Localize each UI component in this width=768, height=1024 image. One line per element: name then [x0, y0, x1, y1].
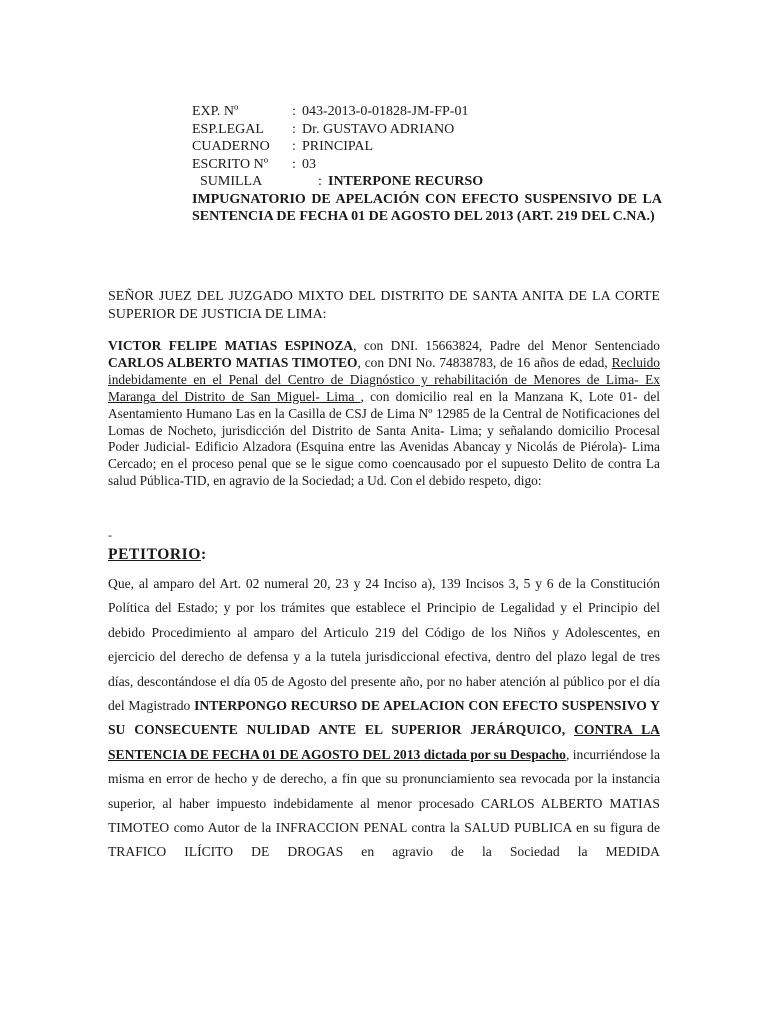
- header-label: ESCRITO Nº: [192, 156, 269, 172]
- petitioner-name: VICTOR FELIPE MATIAS ESPINOZA: [108, 338, 354, 353]
- petitorio-colon: :: [200, 546, 207, 563]
- header-row-esp-legal: [192, 121, 662, 139]
- header-value: Dr. GUSTAVO ADRIANO: [302, 121, 455, 137]
- dash-mark: -: [108, 528, 112, 542]
- petitorio-text: , incurriéndose la misma en error de hecho y de derecho, a fin que su pronunciamiento sea revocada por la instancia superior, al haber impuesto indebidamente al menor procesado CARLOS ALBERTO MATIAS TIMOTEO como Autor de la INFRACCION PENAL contra la SALUD PUBLICA en su figura de TRAFICO ILÍCITO DE DROGAS en agravio de la Sociedad la MEDIDA: [108, 746, 660, 860]
- sumilla-text: IMPUGNATORIO DE APELACIÓN CON EFECTO SUSPENSIVO DE LA SENTENCIA DE FECHA 01 DE AGOSTO DEL 2013 (ART. 219 DEL C.NA.): [192, 191, 662, 224]
- addressee: SEÑOR JUEZ DEL JUZGADO MIXTO DEL DISTRITO DE SANTA ANITA DE LA CORTE SUPERIOR DE JUSTICIA DE LIMA:: [108, 289, 660, 322]
- petitorio-paragraph: [108, 572, 660, 865]
- petitorio-title: PETITORIO: [108, 546, 201, 563]
- detention-location: Recluido indebidamente en el Penal del Centro de Diagnóstico y rehabilitación de Menores de Lima- Ex Maranga del Distrito de San Miguel- Lima: [108, 354, 661, 404]
- header-row-sumilla: [192, 173, 662, 191]
- header-value: 043-2013-0-01828-JM-FP-01: [302, 104, 469, 119]
- header-separator: :: [292, 156, 296, 172]
- header-row-escrito: [192, 156, 662, 174]
- dispatch-reference: dictada por su Despacho: [420, 746, 566, 762]
- header-value: PRINCIPAL: [302, 139, 374, 154]
- case-header: [192, 103, 662, 226]
- header-separator: :: [292, 104, 296, 119]
- intro-paragraph: [108, 338, 660, 490]
- header-label: ESP.LEGAL: [192, 121, 264, 137]
- header-separator: :: [292, 139, 296, 154]
- intro-text: , con DNI. 15663824, Padre del Menor Sentenciado: [353, 338, 660, 353]
- petitorio-text: Que, al amparo del Art. 02 numeral 20, 23 y 24 Inciso a), 139 Incisos 3, 5 y 6 de la Constitución Política del Estado; y por los trámites que establece el Principio de Legalidad y el Principio del debido Procedimiento al amparo del Articulo 219 del Código de los Niños y Adolescentes, en ejercicio del derecho de defensa y a la tutela jurisdiccional efectiva, dentro del plazo legal de tres días, descontándose el día 05 de Agosto del presente año, por no haber atención al público por el día del Magistrado: [108, 576, 660, 714]
- header-separator: :: [292, 121, 296, 137]
- header-label: CUADERNO: [192, 139, 270, 154]
- sumilla-label: SUMILLA: [200, 174, 263, 189]
- header-label: EXP. Nº: [192, 104, 239, 119]
- intro-text: , con domicilio real en la Manzana K, Lote 01- del Asentamiento Humano Las en la Casilla de CSJ de Lima Nº 12985 de la Central de Notificaciones del Lomas de Nocheto, jurisdicción del Distrito de Santa Anita- Lima; y señalando domicilio Procesal Poder Judicial- Edificio Alzadora (Esquina entre las Avenidas Abancay y Nicolás de Piérola)- Lima Cercado; en el proceso penal que se le sigue como coencausado por el supuesto Delito de contra La salud Pública-TID, en agravio de la Sociedad; a Ud. Con el debido respeto, digo:: [108, 388, 660, 489]
- header-separator: :: [318, 174, 322, 189]
- minor-name: CARLOS ALBERTO MATIAS TIMOTEO: [108, 354, 358, 370]
- petitorio-heading: [108, 546, 207, 564]
- sentence-reference: CONTRA LA SENTENCIA DE FECHA 01 DE AGOSTO DEL 2013: [108, 722, 660, 762]
- intro-text: , con DNI No. 74838783, de 16 años de edad,: [357, 354, 612, 370]
- header-row-cuaderno: [192, 138, 662, 156]
- sumilla-heading: INTERPONE RECURSO: [328, 174, 484, 189]
- appeal-statement: INTERPONGO RECURSO DE APELACION CON EFECTO SUSPENSIVO Y SU CONSECUENTE NULIDAD ANTE EL SUPERIOR JERÁRQUICO,: [108, 698, 660, 738]
- header-value: 03: [302, 156, 316, 172]
- header-row-exp: [192, 103, 662, 121]
